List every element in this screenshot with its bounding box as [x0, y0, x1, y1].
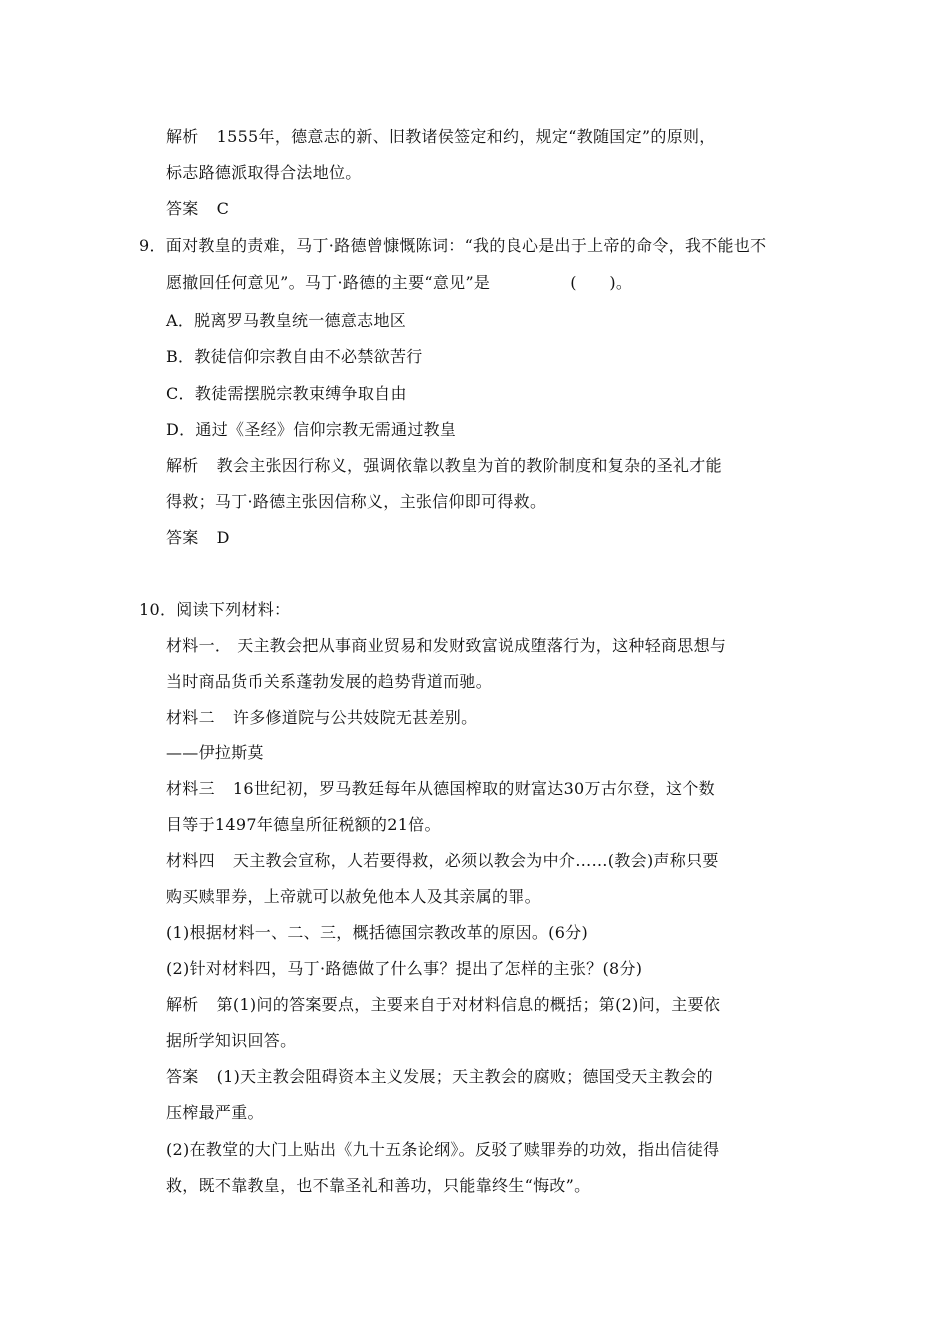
- answer-label: 答案: [166, 1067, 199, 1086]
- q10-subquestion2: (2)针对材料四，马丁·路德做了什么事？提出了怎样的主张？(8分): [166, 959, 643, 978]
- q10-answer2-line2: 救，既不靠教皇，也不靠圣礼和善功，只能靠终生“悔改”。: [166, 1176, 591, 1195]
- answer-label: 答案: [166, 528, 199, 547]
- analysis-text: 教会主张因行称义，强调依靠以教皇为首的教阶制度和复杂的圣礼才能: [216, 456, 722, 475]
- stem-text: 愿撤回任何意见”。马丁·路德的主要“意见”是: [166, 273, 491, 292]
- material-text: 许多修道院与公共妓院无甚差别。: [232, 708, 478, 727]
- q9-option-a: A．脱离罗马教皇统一德意志地区: [166, 311, 407, 330]
- material-label: 材料三: [166, 779, 215, 798]
- q8-answer: [166, 199, 229, 219]
- q10-material2: [166, 708, 477, 728]
- q10-material4-line1: [166, 851, 719, 871]
- analysis-text: 1555年，德意志的新、旧教诸侯签定和约，规定“教随国定”的原则，: [216, 127, 716, 146]
- analysis-label: 解析: [166, 995, 199, 1014]
- q10-material1-line1: [166, 636, 726, 656]
- material-label: 材料二: [166, 708, 215, 727]
- answer-label: 答案: [166, 199, 199, 218]
- answer-value: D: [216, 528, 230, 547]
- q10-answer1-line1: [166, 1067, 713, 1087]
- q10-answer1-line2: 压榨最严重。: [166, 1103, 264, 1122]
- analysis-text: 第(1)问的答案要点，主要来自于对材料信息的概括；第(2)问，主要依: [216, 995, 721, 1014]
- q9-answer: [166, 528, 230, 548]
- q10-subquestion1: (1)根据材料一、二、三，概括德国宗教改革的原因。(6分): [166, 923, 589, 942]
- material-text: 16世纪初，罗马教廷每年从德国榨取的财富达30万古尔登，这个数: [232, 779, 715, 798]
- q10-analysis-line1: [166, 995, 720, 1015]
- q9-option-b: B．教徒信仰宗教自由不必禁欲苦行: [166, 347, 423, 366]
- answer-value: C: [216, 199, 230, 218]
- q10-material4-line2: 购买赎罪券，上帝就可以赦免他本人及其亲属的罪。: [166, 887, 541, 906]
- q10-material2-source: ——伊拉斯莫: [166, 743, 264, 762]
- answer-blank: ( )。: [570, 273, 633, 292]
- material-text: 天主教会宣称，人若要得救，必须以教会为中介……(教会)声称只要: [232, 851, 719, 870]
- q10-material3-line2: 目等于1497年德皇所征税额的21倍。: [166, 815, 441, 834]
- material-label: 材料四: [166, 851, 215, 870]
- material-label: 材料一．: [166, 636, 232, 655]
- analysis-label: 解析: [166, 456, 199, 475]
- q8-analysis-line1: [166, 127, 716, 147]
- q9-analysis-line1: [166, 456, 722, 476]
- q10-material1-line2: 当时商品货币关系蓬勃发展的趋势背道而驰。: [166, 672, 493, 691]
- q9-stem-line1: 9．面对教皇的责难，马丁·路德曾慷慨陈词：“我的良心是出于上帝的命令，我不能也不: [139, 236, 767, 255]
- q10-material3-line1: [166, 779, 715, 799]
- q9-option-d: D．通过《圣经》信仰宗教无需通过教皇: [166, 420, 457, 439]
- q9-analysis-line2: 得救；马丁·路德主张因信称义，主张信仰即可得救。: [166, 492, 547, 511]
- q10-analysis-line2: 据所学知识回答。: [166, 1031, 297, 1050]
- q9-stem-line2: [166, 273, 632, 293]
- analysis-label: 解析: [166, 127, 199, 146]
- q10-stem: 10．阅读下列材料：: [139, 600, 291, 619]
- q8-analysis-line2: 标志路德派取得合法地位。: [166, 163, 362, 182]
- answer-text: (1)天主教会阻碍资本主义发展；天主教会的腐败；德国受天主教会的: [216, 1067, 713, 1086]
- material-text: 天主教会把从事商业贸易和发财致富说成堕落行为，这种轻商思想与: [237, 636, 727, 655]
- q9-option-c: C．教徒需摆脱宗教束缚争取自由: [166, 384, 407, 403]
- q10-answer2-line1: (2)在教堂的大门上贴出《九十五条论纲》。反驳了赎罪券的功效，指出信徒得: [166, 1140, 720, 1159]
